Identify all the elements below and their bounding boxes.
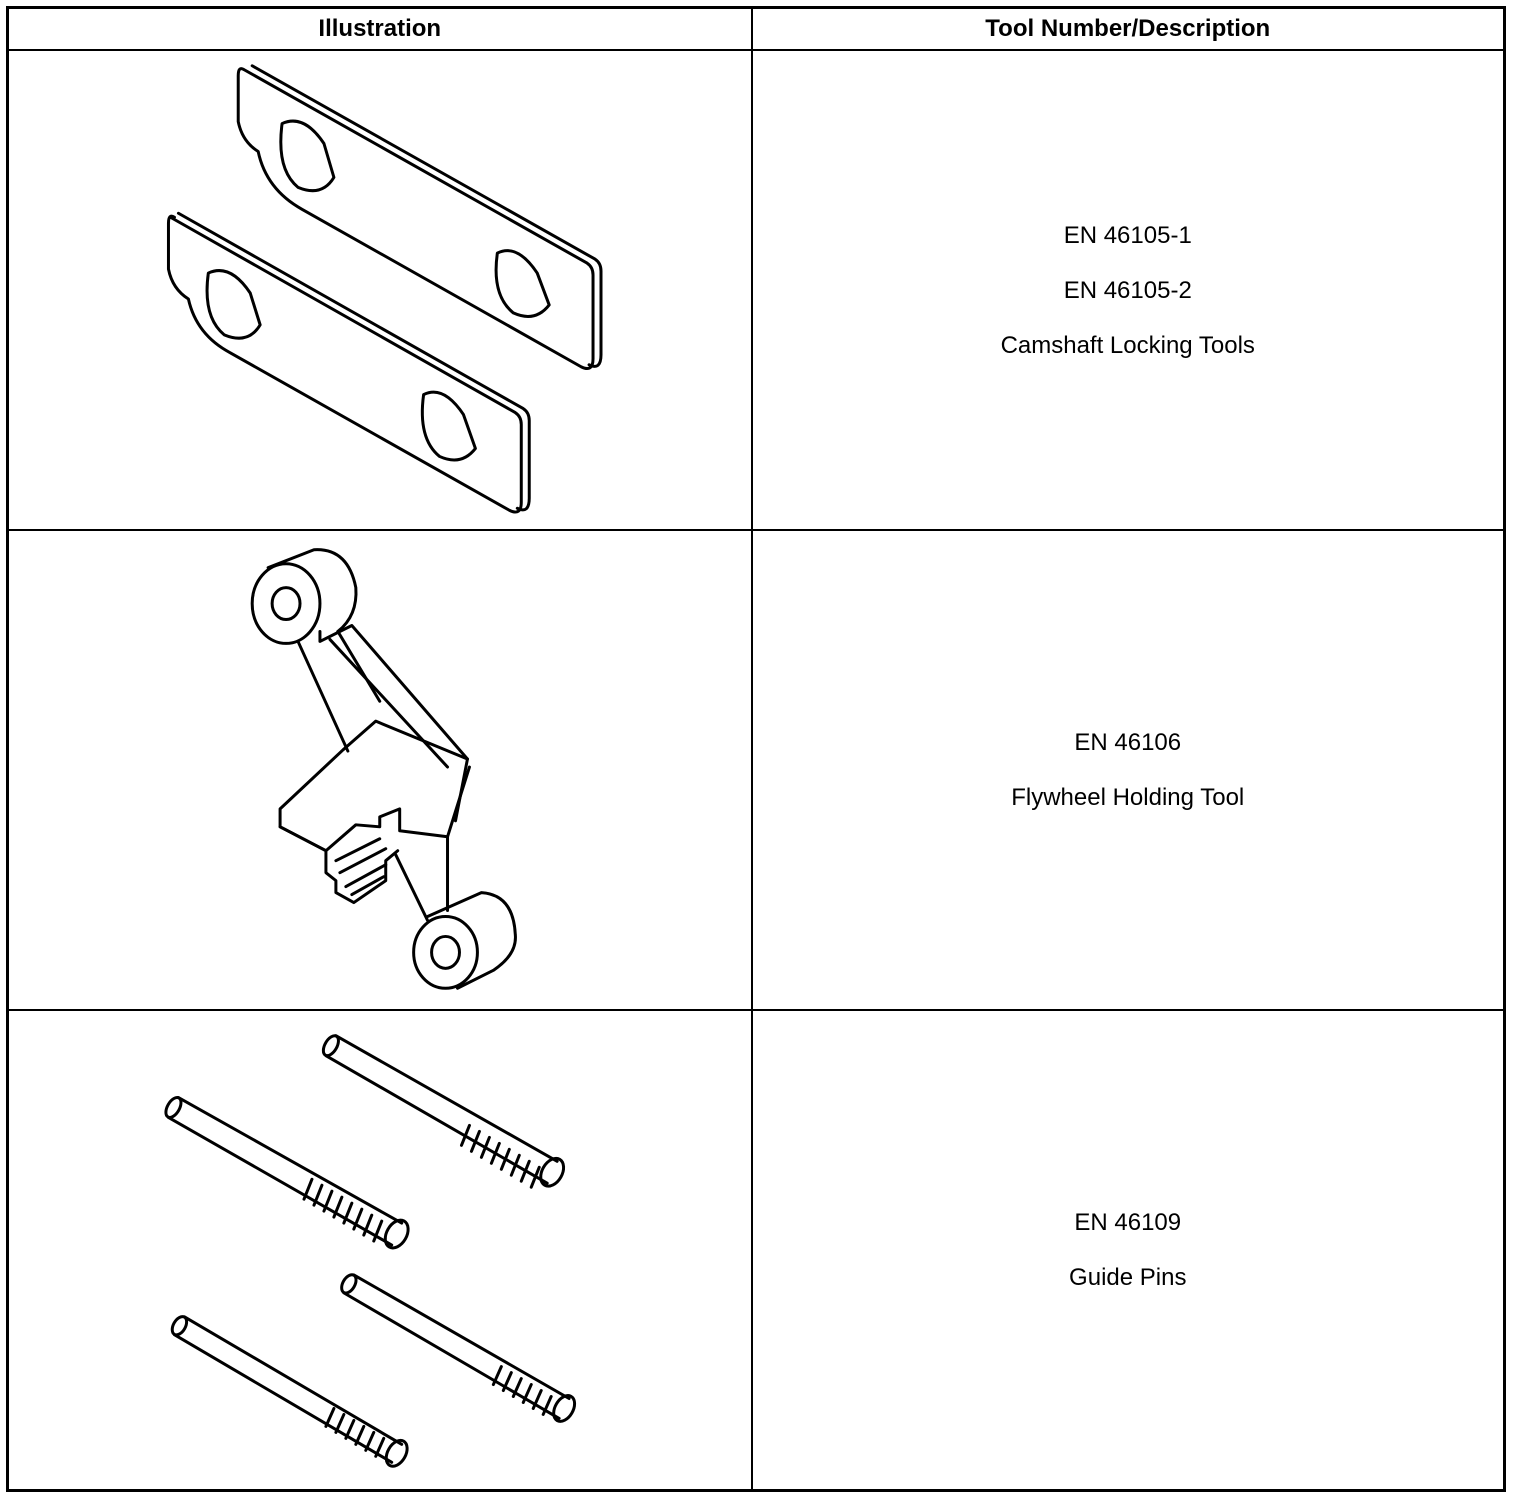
header-row [8, 8, 1505, 51]
tool-number: EN 46109 [1074, 1209, 1182, 1236]
tool-description: Flywheel Holding Tool [1011, 784, 1245, 811]
description-cell [752, 50, 1505, 530]
illustration-cell [8, 530, 752, 1010]
table-row [8, 530, 1505, 1010]
tool-number: EN 46106 [1074, 729, 1182, 756]
tool-description: Camshaft Locking Tools [1000, 331, 1255, 359]
tool-number: EN 46105-2 [1063, 276, 1192, 304]
table-row [8, 50, 1505, 530]
description-cell [752, 530, 1505, 1010]
illustration-cell [8, 1010, 752, 1491]
illustration-cell [8, 50, 752, 530]
tool-number: EN 46105-1 [1063, 221, 1192, 249]
camshaft-locking-plates-icon [9, 51, 751, 529]
guide-pins-icon [9, 1011, 751, 1489]
header-illustration: Illustration [8, 8, 752, 51]
header-description: Tool Number/Description [752, 8, 1505, 51]
tool-description: Guide Pins [1069, 1264, 1187, 1291]
table-row [8, 1010, 1505, 1491]
flywheel-holding-tool-icon [9, 531, 751, 1009]
tools-table [6, 6, 1506, 1492]
description-cell [752, 1010, 1505, 1491]
